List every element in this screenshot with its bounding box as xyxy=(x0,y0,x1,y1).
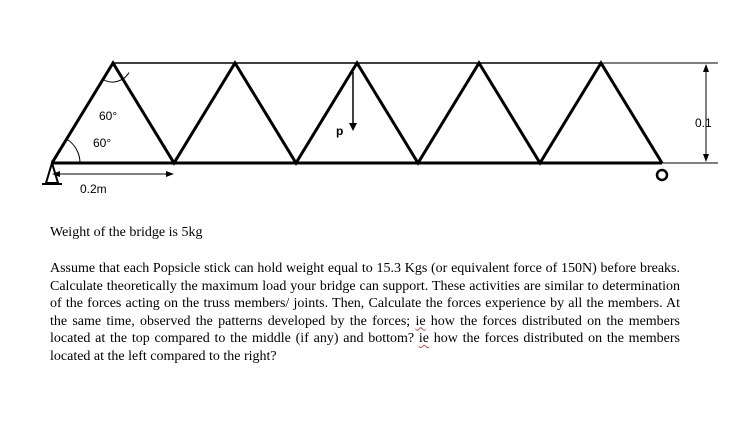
paragraph-text-part-3: how the forces distributed on the members located at the left compared to the right? xyxy=(50,331,681,364)
roller-support xyxy=(657,170,667,180)
load-arrowhead xyxy=(349,123,357,131)
angle-arc-bottom xyxy=(67,139,81,163)
truss-diagonals xyxy=(52,63,662,163)
paragraph-text-part-1: Assume that each Popsicle stick can hold weight equal to 15.3 Kgs (or equivalent force of 150N) before breaks. Calculate theoretically the maximum load your bridge can support. These activities are similar to determination of the forces acting on the truss members/ joints. Then, Calculate the forces experience by all the members. At the same time, observed the patterns developed by the forces; xyxy=(50,261,680,329)
height-label: 0.1 xyxy=(695,116,712,130)
angle-top-label: 60° xyxy=(99,109,118,123)
angle-bottom-label: 60° xyxy=(93,136,112,150)
ie-abbreviation-2: ie xyxy=(418,331,429,346)
ie-abbreviation-1: ie xyxy=(415,313,426,329)
height-arrowhead-top xyxy=(703,64,709,72)
load-label: p xyxy=(336,124,344,138)
bridge-weight-statement: Weight of the bridge is 5kg xyxy=(50,225,203,240)
span-arrowhead-right xyxy=(166,171,174,177)
paragraph-text-part-2: how the forces distributed on the members located at the top compared to the middle (if any) and bottom? xyxy=(50,313,681,346)
span-label: 0.2m xyxy=(80,182,107,196)
problem-paragraph xyxy=(50,260,680,365)
height-arrowhead-bottom xyxy=(703,154,709,162)
